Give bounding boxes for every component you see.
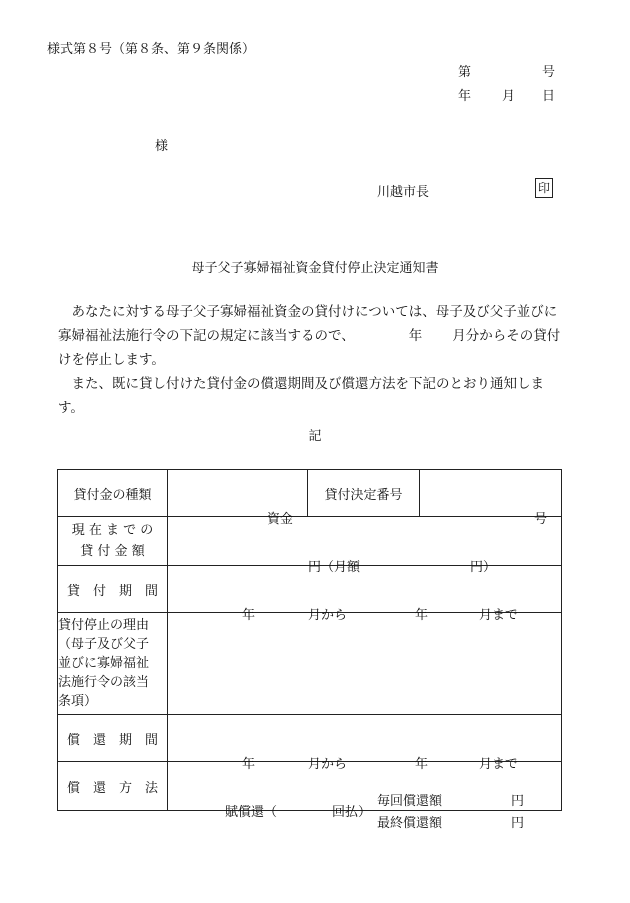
reason-label-line4: 法施行令の該当 bbox=[58, 675, 150, 690]
label-repayment-period: 償 還 期 間 bbox=[58, 715, 168, 762]
number-prefix: 第 bbox=[458, 65, 472, 80]
date-year: 年 bbox=[458, 89, 472, 104]
paragraph-1-year: 年 bbox=[408, 328, 423, 344]
cell-decision-number bbox=[420, 470, 562, 527]
form-id: 様式第８号（第８条、第９条関係） bbox=[47, 42, 256, 57]
repay-to-year: 年 bbox=[415, 757, 429, 772]
reason-label-line1: 貸付停止の理由 bbox=[58, 618, 150, 633]
cell-repayment-period bbox=[168, 715, 562, 772]
reason-label-line2: （母子及び父子 bbox=[58, 637, 150, 652]
final-repayment-label: 最終償還額 bbox=[377, 816, 443, 831]
period-to-month: 月まで bbox=[479, 608, 519, 623]
date-day: 日 bbox=[542, 89, 556, 104]
repay-from-month: 月から bbox=[308, 757, 348, 772]
each-repayment-yen: 円 bbox=[511, 794, 525, 809]
period-from-year: 年 bbox=[242, 608, 256, 623]
label-repayment-method: 償 還 方 法 bbox=[58, 762, 168, 811]
seal-mark: 印 bbox=[535, 178, 553, 198]
label-loan-type: 貸付金の種類 bbox=[58, 470, 168, 517]
loan-details-table bbox=[57, 469, 562, 831]
paragraph-1-text: あなたに対する母子父子寡婦福祉資金の貸付けについては、母子及び父子並びに寡婦福祉法施行令の下記の規定に該当するので、 bbox=[58, 304, 558, 344]
each-repayment-label: 毎回償還額 bbox=[377, 794, 443, 809]
repay-times: 回払） bbox=[332, 805, 372, 820]
paragraph-2: また、既に貸し付けた貸付金の償還期間及び償還方法を下記のとおり通知します。 bbox=[58, 376, 544, 416]
label-stop-reason bbox=[58, 613, 168, 715]
row-repayment-period bbox=[58, 715, 562, 762]
fund-suffix: 資金 bbox=[266, 512, 293, 527]
date-month: 月 bbox=[502, 89, 516, 104]
cell-stop-reason bbox=[168, 613, 562, 715]
label-loan-amount bbox=[58, 517, 168, 566]
paragraph-1-month: 月分からその貸付けを停止します。 bbox=[58, 328, 561, 368]
amount-yen-close: 円） bbox=[470, 560, 497, 575]
paragraph-1 bbox=[58, 300, 563, 372]
label-loan-period: 貸 付 期 間 bbox=[58, 566, 168, 613]
cell-loan-amount bbox=[168, 517, 562, 575]
final-repayment-yen: 円 bbox=[511, 816, 525, 831]
number-suffix: 号 bbox=[542, 65, 556, 80]
row-loan-amount bbox=[58, 517, 562, 566]
document-title: 母子父子寡婦福祉資金貸付停止決定通知書 bbox=[191, 261, 439, 276]
label-loan-amount-line1: 現 在 ま で の bbox=[71, 523, 154, 538]
repay-to-month: 月まで bbox=[479, 757, 519, 772]
label-decision-number: 貸付決定番号 bbox=[308, 470, 420, 517]
amount-yen-monthly: 円（月額 bbox=[308, 560, 361, 575]
ki-heading: 記 bbox=[308, 429, 322, 444]
number-suffix-cell: 号 bbox=[533, 512, 547, 527]
row-loan-type bbox=[58, 470, 562, 517]
repay-method: 賦償還（ bbox=[225, 805, 278, 820]
label-loan-amount-line2: 貸 付 金 額 bbox=[80, 544, 145, 559]
period-from-month: 月から bbox=[308, 608, 348, 623]
cell-loan-period bbox=[168, 566, 562, 623]
period-to-year: 年 bbox=[415, 608, 429, 623]
reason-label-line3: 並びに寡婦福祉 bbox=[58, 656, 150, 671]
cell-fund-type bbox=[168, 470, 308, 527]
reason-label-line5: 条項） bbox=[58, 694, 98, 709]
repay-from-year: 年 bbox=[242, 757, 256, 772]
addressee-suffix: 様 bbox=[155, 139, 169, 154]
notice-body bbox=[58, 300, 563, 420]
issuer-mayor: 川越市長 bbox=[377, 185, 430, 200]
row-stop-reason bbox=[58, 613, 562, 715]
